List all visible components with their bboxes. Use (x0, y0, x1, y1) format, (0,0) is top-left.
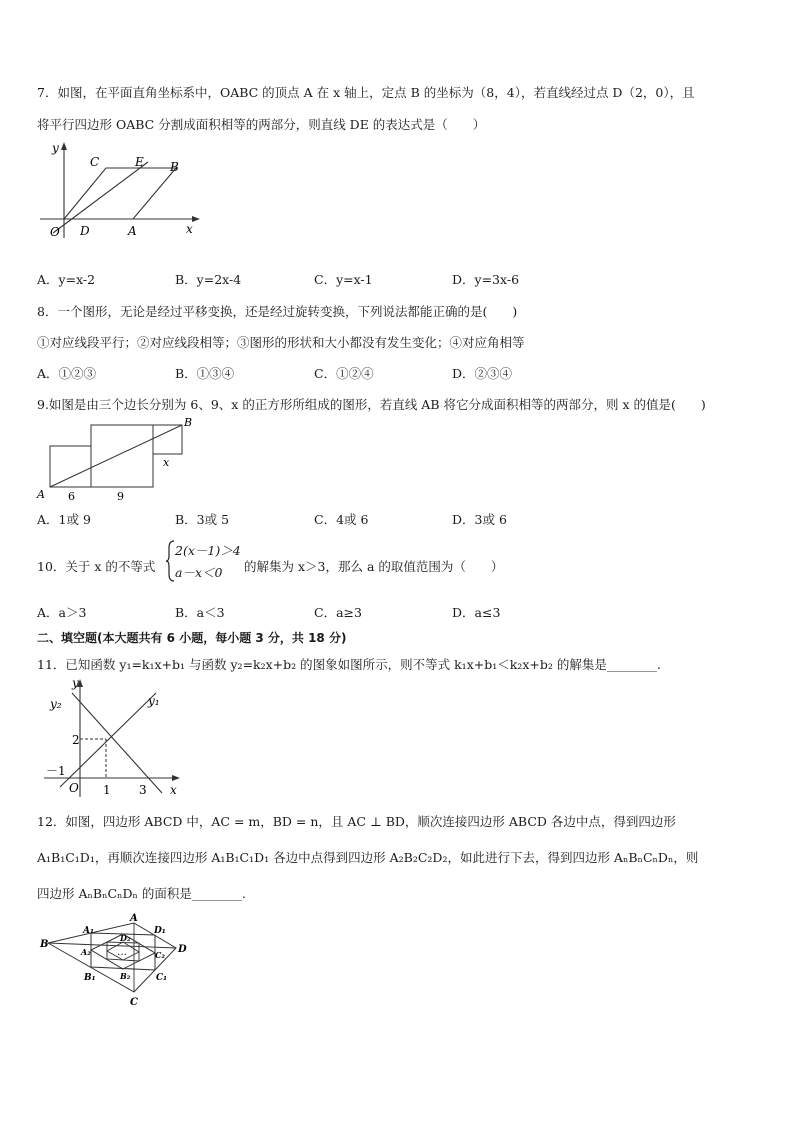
q8-option-a[interactable]: A．①②③ (37, 366, 97, 381)
q8-text-line1: 8．一个图形，无论是经过平移变换，还是经过旋转变换，下列说法都能正确的是( ) (37, 304, 518, 319)
q12-label-B: B (40, 939, 49, 950)
q12-label-A2: A₂ (81, 947, 91, 957)
q11-label-neg1: －1 (46, 764, 66, 778)
q12-text-line2: A₁B₁C₁D₁，再顺次连接四边形 A₁B₁C₁D₁ 各边中点得到四边形 A₂B₂C₂D₂，如此进行下去，得到四边形 AₙBₙCₙDₙ，则 (37, 850, 699, 865)
q9-text-line1: 9.如图是由三个边长分别为 6、9、x 的正方形所组成的图形，若直线 AB 将它分成面积相等的两部分，则 x 的值是( ) (37, 397, 706, 412)
section2-title: 二、填空题(本大题共有 6 小题，每小题 3 分，共 18 分) (37, 631, 347, 645)
q7-option-c[interactable]: C．y=x-1 (314, 272, 373, 287)
q9-label-A: A (37, 488, 45, 501)
q12-label-A1: A₁ (83, 926, 94, 936)
q7-label-O: O (50, 225, 60, 239)
q9-label-6: 6 (68, 490, 75, 502)
q11-label-1: 1 (103, 783, 111, 797)
q12-label-C1: C₁ (156, 973, 168, 983)
q11-label-y2: y₂ (50, 697, 62, 711)
q7-text-line1: 7．如图，在平面直角坐标系中，OABC 的顶点 A 在 x 轴上，定点 B 的坐标为（8，4），若直线经过点 D（2，0），且 (37, 85, 695, 100)
q9-option-c[interactable]: C．4或 6 (314, 512, 369, 527)
q7-label-C: C (90, 155, 100, 169)
q7-label-y: y (52, 141, 59, 155)
q9-figure (34, 416, 204, 502)
q7-text-line2: 将平行四边形 OABC 分割成面积相等的两部分，则直线 DE 的表达式是（ ） (37, 117, 486, 132)
q11-label-2: 2 (72, 733, 80, 747)
q7-label-D: D (80, 224, 90, 238)
q10-option-b[interactable]: B．a＜3 (175, 605, 225, 620)
q8-option-c[interactable]: C．①②④ (314, 366, 374, 381)
q9-label-9: 9 (117, 490, 124, 502)
q7-figure (36, 138, 206, 244)
q7-label-B: B (170, 160, 179, 174)
q10-options (37, 603, 757, 621)
q11-text-line1: 11．已知函数 y₁=k₁x+b₁ 与函数 y₂=k₂x+b₂ 的图象如图所示，则不等式 k₁x+b₁＜k₂x+b₂ 的解集是________. (37, 657, 661, 672)
q9-label-x: x (163, 456, 170, 469)
q10-option-a[interactable]: A．a＞3 (37, 605, 87, 620)
q7-options (37, 270, 757, 288)
q12-label-D2: D₂ (120, 933, 131, 943)
q12-label-C2: C₂ (155, 950, 165, 960)
q7-option-a[interactable]: A．y=x-2 (37, 272, 96, 287)
q11-label-x: x (170, 783, 177, 797)
q12-text-line1: 12．如图，四边形 ABCD 中，AC = m，BD = n，且 AC ⊥ BD，顺次连接四边形 ABCD 各边中点，得到四边形 (37, 814, 676, 829)
q8-option-b[interactable]: B．①③④ (175, 366, 235, 381)
q7-label-A: A (128, 224, 137, 238)
q12-label-B2: B₂ (120, 971, 131, 981)
q10-inequality-1: 2(x－1)＞4 (175, 543, 241, 558)
q12-figure (36, 912, 196, 1012)
q11-figure (36, 675, 186, 801)
q11-label-3: 3 (139, 783, 147, 797)
q8-text-line2: ①对应线段平行；②对应线段相等；③图形的形状和大小都没有发生变化；④对应角相等 (37, 335, 525, 350)
q11-label-y1: y₁ (148, 694, 160, 708)
q12-label-B1: B₁ (84, 973, 96, 983)
q12-text-line3: 四边形 AₙBₙCₙDₙ 的面积是________. (37, 886, 246, 901)
q11-label-O: O (69, 781, 79, 795)
q12-label-A: A (130, 913, 138, 924)
q8-option-d[interactable]: D．②③④ (452, 366, 513, 381)
q10-suffix: 的解集为 x＞3，那么 a 的取值范围为（ ） (244, 559, 504, 574)
q11-label-y: y (72, 676, 79, 690)
q10-inequality-2: a－x＜0 (175, 565, 223, 580)
q7-option-d[interactable]: D．y=3x-6 (452, 272, 520, 287)
q12-label-C: C (130, 997, 138, 1008)
q12-label-dots: … (117, 947, 127, 958)
q8-options (37, 364, 757, 382)
q7-label-E: E (135, 155, 144, 169)
q10-option-c[interactable]: C．a≥3 (314, 605, 362, 620)
q7-label-x: x (186, 222, 193, 236)
q10-option-d[interactable]: D．a≤3 (452, 605, 501, 620)
q9-option-a[interactable]: A．1或 9 (37, 512, 91, 527)
q10-prefix: 10．关于 x 的不等式 (37, 559, 156, 574)
q9-label-B: B (184, 416, 193, 429)
q9-options (37, 510, 757, 528)
q12-label-D: D (178, 944, 187, 955)
q9-option-b[interactable]: B．3或 5 (175, 512, 230, 527)
q7-option-b[interactable]: B．y=2x-4 (175, 272, 242, 287)
q9-option-d[interactable]: D．3或 6 (452, 512, 507, 527)
q12-label-D1: D₁ (154, 926, 166, 936)
